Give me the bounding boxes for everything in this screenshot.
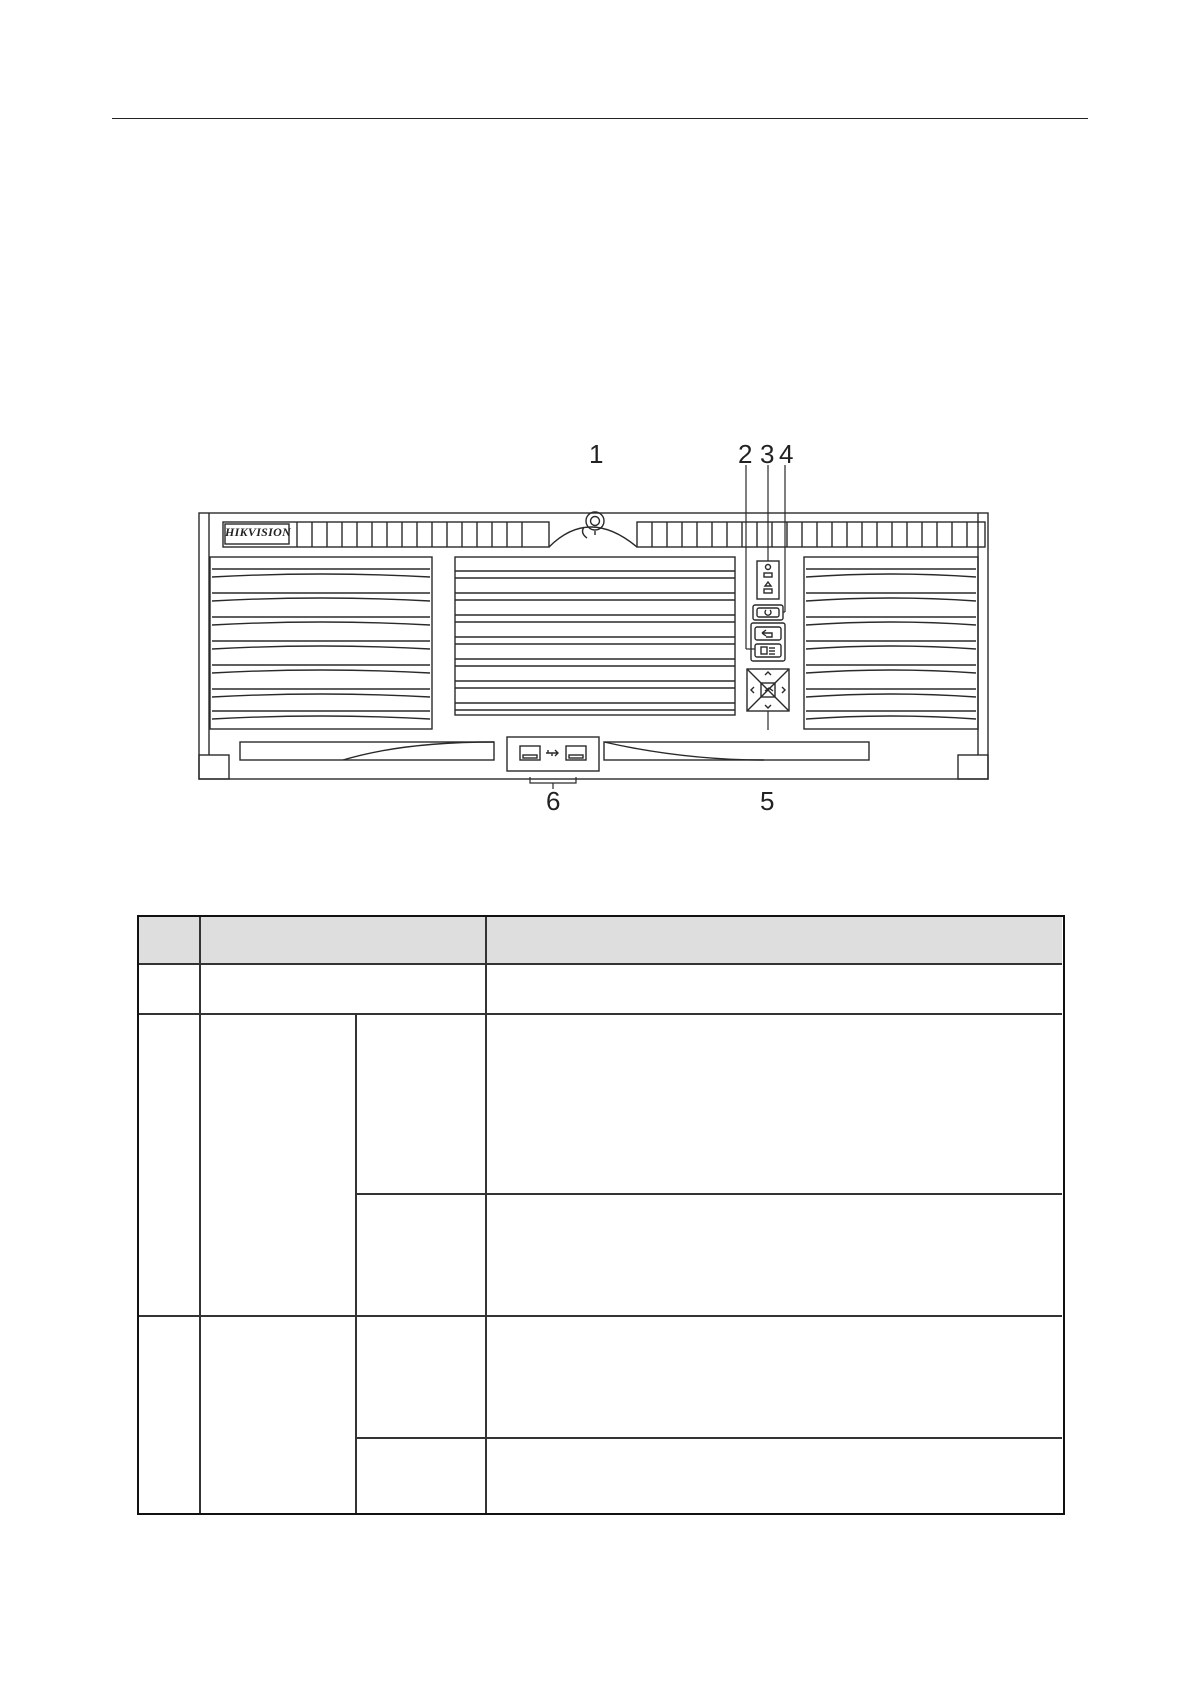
bottom-strip-left-curve bbox=[343, 742, 494, 760]
right-grille-panel bbox=[804, 557, 978, 729]
left-foot bbox=[199, 755, 229, 779]
center-grille-panel bbox=[455, 557, 735, 715]
back-menu-buttons bbox=[751, 623, 785, 661]
top-vent-slots-left bbox=[297, 522, 522, 547]
row-divider-3a bbox=[355, 1437, 1062, 1439]
row-divider-header bbox=[139, 963, 1062, 965]
bottom-strip-right-curve bbox=[604, 742, 764, 760]
front-panel-diagram bbox=[185, 439, 1005, 830]
left-grille-bars bbox=[212, 569, 430, 719]
callout-6: 6 bbox=[546, 786, 561, 816]
callout-2: 2 bbox=[738, 439, 753, 469]
usb-ports bbox=[507, 737, 599, 771]
top-vent-slots-right bbox=[652, 522, 967, 547]
bottom-strip-right bbox=[604, 742, 869, 760]
callout-3: 3 bbox=[760, 439, 775, 469]
right-foot bbox=[958, 755, 988, 779]
callout-1: 1 bbox=[589, 439, 604, 469]
page-header-rule bbox=[112, 118, 1088, 119]
status-indicators bbox=[757, 561, 779, 599]
top-vent-strip-right bbox=[637, 522, 985, 547]
callout-5: 5 bbox=[760, 786, 775, 816]
front-panel-lock bbox=[583, 512, 604, 538]
panel-description-table bbox=[137, 915, 1065, 1515]
table-header-row bbox=[139, 917, 1062, 963]
center-grille-bars bbox=[455, 571, 735, 710]
column-divider-3 bbox=[485, 917, 487, 1513]
left-grille-panel bbox=[210, 557, 432, 729]
direction-pad bbox=[747, 669, 789, 711]
row-divider-2 bbox=[139, 1315, 1062, 1317]
front-panel-drawing bbox=[185, 465, 1005, 830]
row-divider-1 bbox=[139, 1013, 1062, 1015]
callout-4: 4 bbox=[779, 439, 794, 469]
row-divider-2a bbox=[355, 1193, 1062, 1195]
power-button bbox=[753, 605, 783, 620]
right-grille-bars bbox=[806, 569, 976, 719]
column-divider-1 bbox=[199, 917, 201, 1513]
brand-logo: HIKVISION bbox=[225, 525, 292, 539]
bottom-strip-left bbox=[240, 742, 494, 760]
